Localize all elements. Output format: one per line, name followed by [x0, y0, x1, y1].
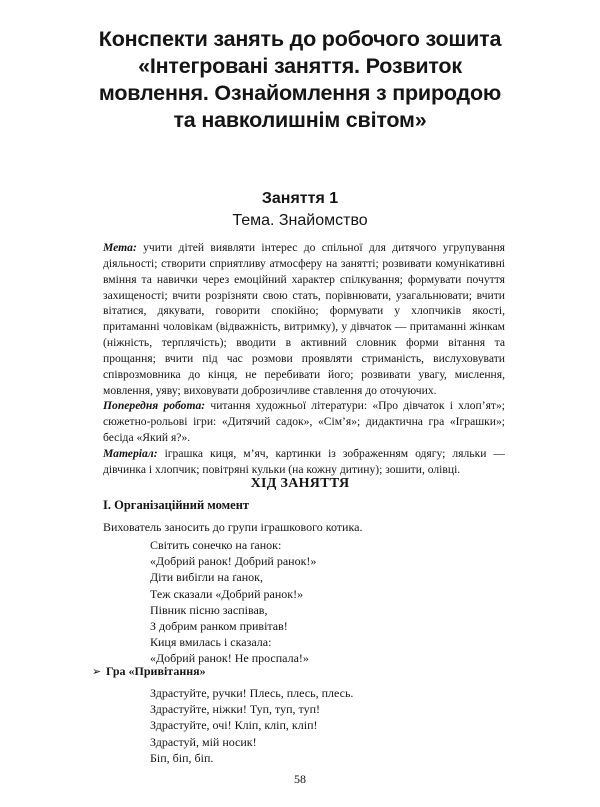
goal-label: Мета: — [103, 241, 137, 254]
game-title-text: Гра «Привітання» — [106, 664, 206, 678]
goal-paragraph — [103, 240, 505, 398]
poem-line: Діти вибігли на ґанок, — [150, 570, 263, 585]
greeting-poem — [150, 537, 316, 667]
document-title — [40, 26, 560, 134]
prework-text: читання художньої літератури: «Про дівчаток і хлоп’ят»; сюжетно-рольові ігри: «Дитячий садок», «Сім’я»; дидактична гра «Іграшки»; бесіда «Який я?». — [103, 399, 505, 445]
arrow-bullet-icon: ➢ — [92, 665, 102, 678]
lesson-description — [103, 240, 505, 478]
title-line: Конспекти занять до робочого зошита — [98, 27, 502, 51]
poem-line: «Добрий ранок! Не проспала!» — [150, 651, 309, 666]
poem-line: З добрим ранком привітав! — [150, 619, 288, 634]
goal-text: учити дітей виявляти інтерес до спільної для дитячого угрупування діяльності; створити сприятливу атмосферу на занятті; розвивати комунікативні вміння та навички через емоційний характер спілкування; формувати почуття захищеності; вчити розрізняти свою стать, порівнювати, узагальнювати; вчити вітатися, дякувати, говорити спокійно; формувати у хлопчиків якості, притаманні чоловікам (відважність, витримку), у дівчаток — притаманні жінкам (ніжність, терплячість); вводити в активний словник форми вітання та прощання; вчити під час розмови проявляти стриманість, вислуховувати співрозмовника до кінця, не перебивати його; розвивати увагу, мислення, мовлення, уяву; виховувати доброзичливе ставлення до оточуючих. — [103, 241, 505, 397]
poem-line: Здрастуйте, очі! Кліп, кліп, кліп! — [150, 718, 318, 733]
section-heading: ХІД ЗАНЯТТЯ — [250, 476, 350, 491]
poem-line: Півник пісню заспівав, — [150, 602, 268, 617]
poem-line: Світить сонечко на ґанок: — [150, 538, 282, 552]
game-heading — [92, 664, 206, 679]
materials-paragraph — [103, 446, 505, 478]
prework-label: Попередня робота: — [103, 399, 206, 413]
poem-line: Киця вмилась і сказала: — [150, 635, 272, 650]
lesson-number: Заняття 1 — [261, 190, 339, 207]
intro-text: Вихователь заносить до групи іграшкового котика. — [103, 520, 363, 534]
poem-line: Теж сказали «Добрий ранок!» — [150, 586, 304, 601]
lesson-topic: Тема. Знайомство — [232, 212, 368, 229]
title-line: «Інтегровані заняття. Розвиток — [138, 54, 462, 78]
materials-text: іграшка киця, м’яч, картинки із зображенням одягу; ляльки — дівчинка і хлопчик; повітряні кульки (на кожну дитину); зошити, олівці. — [103, 446, 505, 476]
game-poem — [150, 685, 353, 766]
prework-paragraph — [103, 398, 505, 446]
poem-line: Здрастуйте, ручки! Плесь, плесь, плесь. — [150, 686, 354, 700]
materials-label: Матеріал: — [103, 446, 158, 460]
poem-line: Здрастуйте, ніжки! Туп, туп, туп! — [150, 702, 321, 717]
poem-line: Здрастуй, мій носик! — [150, 734, 257, 749]
subsection-heading: I. Організаційний момент — [103, 498, 250, 512]
poem-line: «Добрий ранок! Добрий ранок!» — [150, 554, 317, 569]
title-line: та навколишнім світом» — [173, 108, 427, 132]
page-number: 58 — [294, 772, 306, 786]
title-line: мовлення. Ознайомлення з природою — [98, 81, 502, 105]
poem-line: Біп, біп, біп. — [150, 750, 214, 765]
